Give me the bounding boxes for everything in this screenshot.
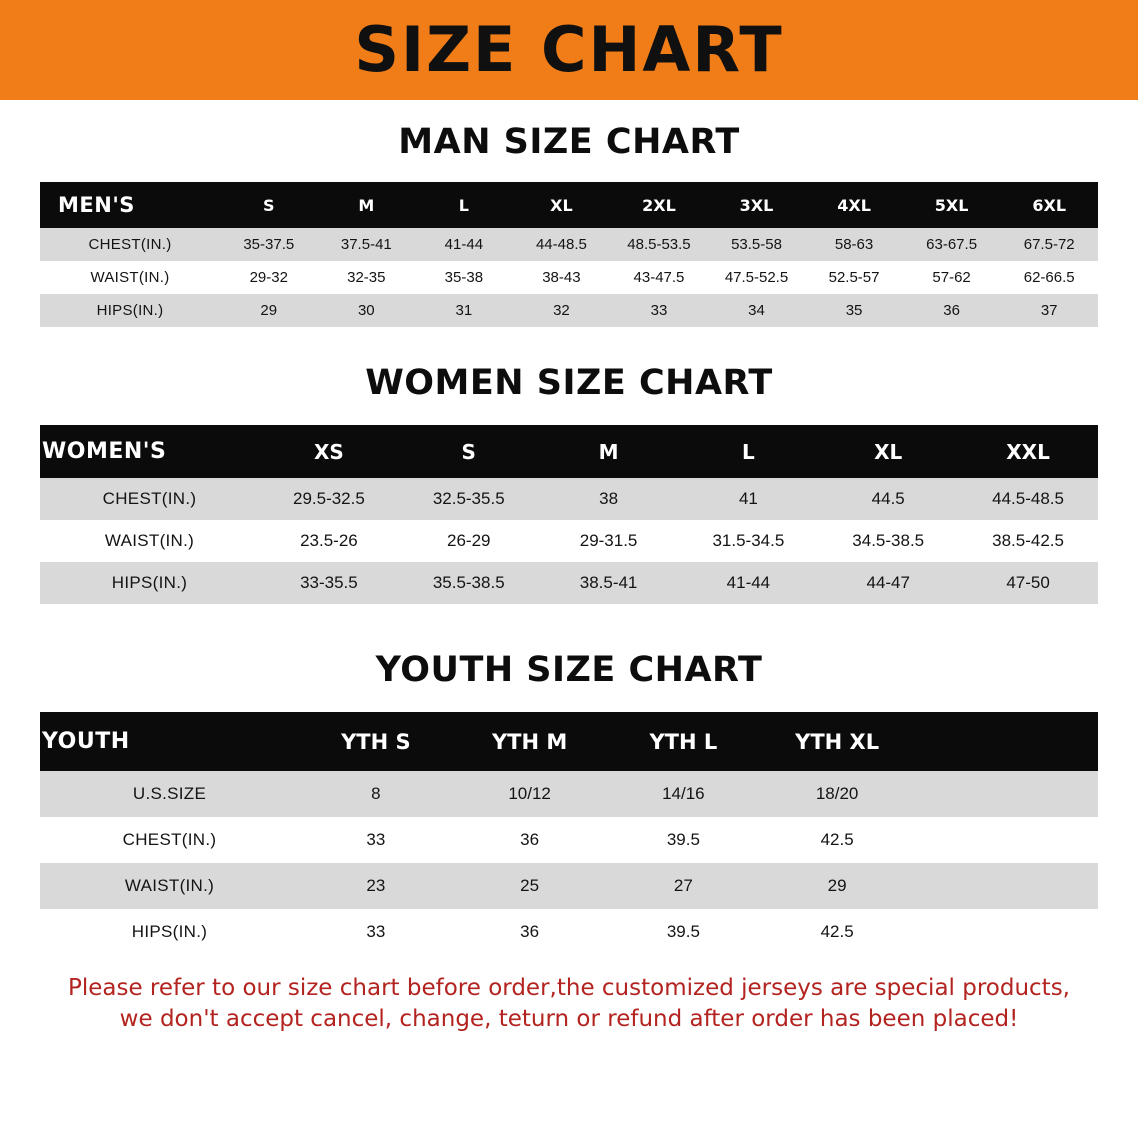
- disclaimer-note: [38, 973, 1100, 1035]
- youth-table-wrap: [40, 712, 1098, 955]
- man-cell-1-0: 29-32: [220, 261, 318, 294]
- man-cell-0-0: 35-37.5: [220, 228, 318, 261]
- women-cell-0-0: 29.5-32.5: [259, 478, 399, 520]
- man-cell-2-7: 36: [903, 294, 1001, 327]
- youth-row-label-0: U.S.SIZE: [40, 771, 299, 817]
- women-header-cell-0: WOMEN'S: [40, 425, 259, 478]
- youth-cell-0-0: 8: [299, 771, 453, 817]
- women-header-cell-3: M: [539, 425, 679, 478]
- women-cell-2-1: 35.5-38.5: [399, 562, 539, 604]
- youth-header-cell-2: YTH M: [453, 712, 607, 771]
- man-header-cell-7: 4XL: [805, 182, 903, 228]
- youth-cell-3-0: 33: [299, 909, 453, 955]
- banner: [0, 0, 1138, 100]
- man-header-cell-2: M: [318, 182, 416, 228]
- women-table-head: [40, 425, 1098, 478]
- youth-cell-3-1: 36: [453, 909, 607, 955]
- youth-row-label-1: CHEST(IN.): [40, 817, 299, 863]
- youth-cell-spacer: [914, 863, 1098, 909]
- man-header-cell-0: MEN'S: [40, 182, 220, 228]
- man-cell-2-0: 29: [220, 294, 318, 327]
- youth-cell-0-1: 10/12: [453, 771, 607, 817]
- youth-row-label-3: HIPS(IN.): [40, 909, 299, 955]
- women-cell-0-1: 32.5-35.5: [399, 478, 539, 520]
- man-table-body: [40, 228, 1098, 327]
- women-header-cell-4: L: [678, 425, 818, 478]
- women-header-cell-2: S: [399, 425, 539, 478]
- man-cell-0-6: 58-63: [805, 228, 903, 261]
- youth-cell-2-1: 25: [453, 863, 607, 909]
- women-cell-2-5: 47-50: [958, 562, 1098, 604]
- table-row: [40, 771, 1098, 817]
- youth-cell-1-2: 39.5: [607, 817, 761, 863]
- table-header-row: [40, 182, 1098, 228]
- man-size-table: [40, 182, 1098, 327]
- women-row-label-1: WAIST(IN.): [40, 520, 259, 562]
- youth-header-cell-4: YTH XL: [760, 712, 914, 771]
- women-cell-0-5: 44.5-48.5: [958, 478, 1098, 520]
- table-row: [40, 817, 1098, 863]
- women-table-body: [40, 478, 1098, 604]
- women-cell-1-3: 31.5-34.5: [678, 520, 818, 562]
- women-cell-0-2: 38: [539, 478, 679, 520]
- youth-cell-3-3: 42.5: [760, 909, 914, 955]
- youth-cell-0-2: 14/16: [607, 771, 761, 817]
- man-cell-0-5: 53.5-58: [708, 228, 806, 261]
- youth-table-head: [40, 712, 1098, 771]
- man-cell-0-8: 67.5-72: [1000, 228, 1098, 261]
- man-cell-2-8: 37: [1000, 294, 1098, 327]
- youth-cell-1-0: 33: [299, 817, 453, 863]
- man-cell-2-2: 31: [415, 294, 513, 327]
- youth-cell-3-2: 39.5: [607, 909, 761, 955]
- women-cell-2-3: 41-44: [678, 562, 818, 604]
- man-cell-0-4: 48.5-53.5: [610, 228, 708, 261]
- table-row: [40, 909, 1098, 955]
- man-cell-2-5: 34: [708, 294, 806, 327]
- man-header-cell-6: 3XL: [708, 182, 806, 228]
- table-row: [40, 294, 1098, 327]
- women-cell-1-0: 23.5-26: [259, 520, 399, 562]
- man-cell-2-6: 35: [805, 294, 903, 327]
- man-cell-0-2: 41-44: [415, 228, 513, 261]
- man-cell-0-7: 63-67.5: [903, 228, 1001, 261]
- disclaimer-line-1: Please refer to our size chart before order,the customized jerseys are special products,: [67, 975, 1070, 1001]
- women-cell-1-2: 29-31.5: [539, 520, 679, 562]
- youth-header-cell-1: YTH S: [299, 712, 453, 771]
- man-cell-1-5: 47.5-52.5: [708, 261, 806, 294]
- youth-cell-2-2: 27: [607, 863, 761, 909]
- man-header-cell-3: L: [415, 182, 513, 228]
- youth-cell-spacer: [914, 909, 1098, 955]
- women-section-heading: WOMEN SIZE CHART: [365, 363, 773, 403]
- man-cell-2-1: 30: [318, 294, 416, 327]
- man-cell-0-3: 44-48.5: [513, 228, 611, 261]
- man-header-cell-4: XL: [513, 182, 611, 228]
- man-row-label-0: CHEST(IN.): [40, 228, 220, 261]
- women-row-label-0: CHEST(IN.): [40, 478, 259, 520]
- table-row: [40, 261, 1098, 294]
- page-title: SIZE CHART: [354, 13, 784, 86]
- table-row: [40, 863, 1098, 909]
- youth-size-table: [40, 712, 1098, 955]
- man-cell-1-2: 35-38: [415, 261, 513, 294]
- man-cell-2-3: 32: [513, 294, 611, 327]
- man-cell-1-1: 32-35: [318, 261, 416, 294]
- women-table-wrap: [40, 425, 1098, 604]
- youth-cell-2-0: 23: [299, 863, 453, 909]
- man-table-wrap: [40, 182, 1098, 327]
- table-header-row: [40, 425, 1098, 478]
- table-header-row: [40, 712, 1098, 771]
- table-row: [40, 562, 1098, 604]
- women-cell-1-5: 38.5-42.5: [958, 520, 1098, 562]
- disclaimer-line-2: we don't accept cancel, change, teturn or refund after order has been placed!: [119, 1006, 1019, 1033]
- man-header-cell-8: 5XL: [903, 182, 1001, 228]
- table-row: [40, 520, 1098, 562]
- man-header-cell-1: S: [220, 182, 318, 228]
- youth-cell-spacer: [914, 771, 1098, 817]
- women-row-label-2: HIPS(IN.): [40, 562, 259, 604]
- youth-row-label-2: WAIST(IN.): [40, 863, 299, 909]
- youth-cell-1-1: 36: [453, 817, 607, 863]
- table-row: [40, 478, 1098, 520]
- women-cell-2-0: 33-35.5: [259, 562, 399, 604]
- youth-cell-spacer: [914, 817, 1098, 863]
- man-cell-1-8: 62-66.5: [1000, 261, 1098, 294]
- youth-cell-0-3: 18/20: [760, 771, 914, 817]
- women-header-cell-1: XS: [259, 425, 399, 478]
- women-header-cell-5: XL: [818, 425, 958, 478]
- table-row: [40, 228, 1098, 261]
- man-table-head: [40, 182, 1098, 228]
- youth-cell-1-3: 42.5: [760, 817, 914, 863]
- man-section-heading: MAN SIZE CHART: [398, 122, 740, 162]
- youth-section-heading: YOUTH SIZE CHART: [375, 650, 763, 690]
- man-header-cell-9: 6XL: [1000, 182, 1098, 228]
- youth-header-cell-3: YTH L: [607, 712, 761, 771]
- man-row-label-1: WAIST(IN.): [40, 261, 220, 294]
- women-cell-2-4: 44-47: [818, 562, 958, 604]
- man-row-label-2: HIPS(IN.): [40, 294, 220, 327]
- man-cell-1-4: 43-47.5: [610, 261, 708, 294]
- man-cell-1-3: 38-43: [513, 261, 611, 294]
- man-cell-1-7: 57-62: [903, 261, 1001, 294]
- women-header-cell-6: XXL: [958, 425, 1098, 478]
- youth-header-cell-0: YOUTH: [40, 712, 299, 771]
- man-header-cell-5: 2XL: [610, 182, 708, 228]
- youth-table-body: [40, 771, 1098, 955]
- youth-cell-2-3: 29: [760, 863, 914, 909]
- women-cell-0-4: 44.5: [818, 478, 958, 520]
- women-cell-0-3: 41: [678, 478, 818, 520]
- man-cell-1-6: 52.5-57: [805, 261, 903, 294]
- women-cell-2-2: 38.5-41: [539, 562, 679, 604]
- man-cell-2-4: 33: [610, 294, 708, 327]
- women-cell-1-1: 26-29: [399, 520, 539, 562]
- man-cell-0-1: 37.5-41: [318, 228, 416, 261]
- women-cell-1-4: 34.5-38.5: [818, 520, 958, 562]
- youth-header-spacer: [914, 712, 1098, 771]
- women-size-table: [40, 425, 1098, 604]
